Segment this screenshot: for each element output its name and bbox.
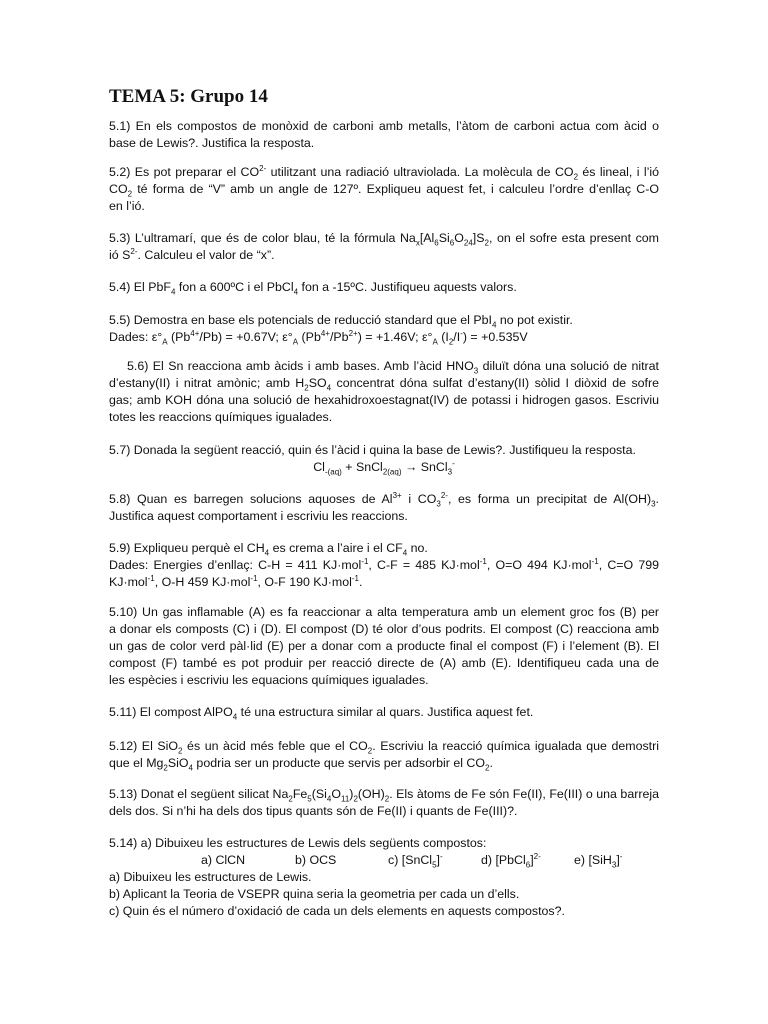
exercise-line: les espècies i escriviu les equacions químiques igualades. <box>109 673 429 687</box>
exercise-data-line: KJ·mol$^{-1}$, O-H 459 KJ·mol$^{-1}$, O-F 190 KJ·mol$^{-1}$. <box>109 574 363 589</box>
exercise-5-8 <box>109 491 659 525</box>
option-b: b) OCS <box>295 853 337 867</box>
exercise-5-4 <box>109 279 659 296</box>
exercise-line: 5.3) L’ultramarí, que és de color blau, té la fórmula $Na_x[Al_6Si_6O_{24}]S_2$, on el sofre esta present com <box>109 231 659 248</box>
exercise-5-10 <box>109 604 659 689</box>
exercise-line: totes les reaccions químiques igualades. <box>109 410 333 424</box>
exercise-5-6 <box>109 358 659 426</box>
exercise-line: 5.12) El SiO$_2$ és un àcid més feble que el $CO_2$. Escriviu la reacció química igualada que demostri <box>109 739 659 756</box>
exercise-5-3 <box>109 230 659 264</box>
exercise-line: 5.6) El Sn reacciona amb àcids i amb bases. Amb l’àcid $HNO_3$ diluït dóna una solució de nitrat <box>127 359 659 376</box>
exercise-5-1 <box>109 118 659 152</box>
exercise-5-9 <box>109 540 659 591</box>
exercise-line: 5.5) Demostra en base els potencials de reducció standard que el PbI$_4$ no pot existir. <box>109 313 573 329</box>
exercise-line: en l’ió. <box>109 199 145 213</box>
exercise-line: 5.10) Un gas inflamable (A) es fa reaccionar a alta temperatura amb un element groc fos (B) per <box>109 605 659 619</box>
option-e: e) [SiH$_3$]- <box>574 851 623 870</box>
reaction-equation: $Cl_{-(aq)}$ + SnCl$_{2(aq)}$ → SnCl$_3$- <box>313 458 455 477</box>
exercise-line: 5.13) Donat el següent silicat $Na_2Fe_5(Si_4O_{11})_2(OH)_2$. Els àtoms de Fe són Fe(II), Fe(III) o una barreja <box>109 787 659 804</box>
exercise-line: 5.14) a) Dibuixeu les estructures de Lewis dels següents compostos: <box>109 836 487 850</box>
option-d: d) [PbCl$_6$]$^{2-}$ <box>481 851 541 870</box>
exercise-line: 5.4) El PbF$_4$ fon a 600ºC i el PbCl$_4$ fon a -15ºC. Justifiqueu aquests valors. <box>109 280 517 296</box>
exercise-line: que el $Mg_2SiO_4$ podria ser un producte que servis per adsorbir el $CO_2$. <box>109 756 493 772</box>
option-c: c) [SnCl$_5$]- <box>388 851 443 870</box>
exercise-line: 5.7) Donada la següent reacció, quin és l’àcid i quina la base de Lewis?. Justifiqueu la resposta. <box>109 443 636 457</box>
exercise-line: compost (F) també es pot produir per reacció directe de (A) amb (E). Identifiqueu cada una de <box>109 656 659 670</box>
exercise-line: 5.8) Quan es barregen solucions aquoses de $Al^{3+}$ i $CO_3^{2-}$, es forma un precipitat de $Al(OH)_3$. <box>109 490 659 509</box>
exercise-line: un gas de color verd pàl·lid (E) per a donar com a producte final el compost (F) i l’element (B). El <box>109 639 659 653</box>
exercise-line: $CO_2$ té forma de “V” amb un angle de 127º. Expliqueu aquest fet, i calculeu l’ordre d’enllaç C-O <box>109 182 659 199</box>
exercise-line: a donar els composts (C) i (D). El compost (D) té olor d’ous podrits. El compost (C) reacciona amb <box>109 622 659 636</box>
exercise-line: ió $S^{2-}$. Calculeu el valor de “x”. <box>109 247 275 262</box>
exercise-line: 5.9) Expliqueu perquè el $CH_4$ es crema a l’aire i el $CF_4$ no. <box>109 541 428 557</box>
option-a: a) ClCN <box>201 853 246 867</box>
exercise-5-12 <box>109 738 659 772</box>
exercise-line: 5.1) En els compostos de monòxid de carboni amb metalls, l’àtom de carboni actua com àcid o <box>109 119 659 133</box>
exercise-line: 5.2) Es pot preparar el $CO^{2-}$ utilitzant una radiació ultraviolada. La molècula de $CO_2$ és lineal, i l’ió <box>109 163 659 182</box>
compound-options <box>109 852 659 869</box>
exercise-5-7 <box>109 442 659 476</box>
exercise-line: a) Dibuixeu les estructures de Lewis. <box>109 870 312 884</box>
exercise-line: b) Aplicant la Teoria de VSEPR quina seria la geometria per cada un d’ells. <box>109 887 520 901</box>
exercise-line: d’estany(II) i nitrat amònic; amb $H_2SO_4$ concentrat dóna sulfat d’estany(II) sòlid I diòxid de sofre <box>109 376 659 393</box>
exercise-5-13 <box>109 786 659 820</box>
exercise-line: 5.11) El compost AlPO$_4$ té una estructura similar al quars. Justifica aquest fet. <box>109 705 534 721</box>
exercise-5-11 <box>109 704 659 721</box>
exercise-line: gas; amb KOH dóna una solució de hexahidroxoestagnat(IV) de potassi i hidrogen gasos. Escriviu <box>109 393 659 407</box>
exercise-5-5 <box>109 312 659 346</box>
exercise-line: dels dos. Si n’hi ha dels dos tipus quants són de Fe(II) i quants de Fe(III)?. <box>109 804 518 818</box>
exercise-line: Justifica aquest comportament i escriviu les reaccions. <box>109 509 408 523</box>
exercise-5-2 <box>109 164 659 215</box>
exercise-5-14 <box>109 835 659 920</box>
page-title: TEMA 5: Grupo 14 <box>109 86 268 107</box>
exercise-line: base de Lewis?. Justifica la resposta. <box>109 136 315 150</box>
exercise-data-line: Dades: $\varepsilon^\circ_A$ $(Pb^{4+}/Pb) = +0.67V$; $\varepsilon^\circ_A$ $(Pb^{4+}/Pb^{2+}) = +1.46V$; $\varepsilon^\circ_A$ $(I_2/I^-) = +0.535V$ <box>109 329 528 346</box>
exercise-line: c) Quin és el número d’oxidació de cada un dels elements en aquests compostos?. <box>109 904 565 918</box>
exercise-data-line: Dades: Energies d’enllaç: C-H = 411 KJ·mol$^{-1}$, C-F = 485 KJ·mol$^{-1}$, O=O 494 KJ·mol$^{-1}$, C=O 799 <box>109 556 659 572</box>
